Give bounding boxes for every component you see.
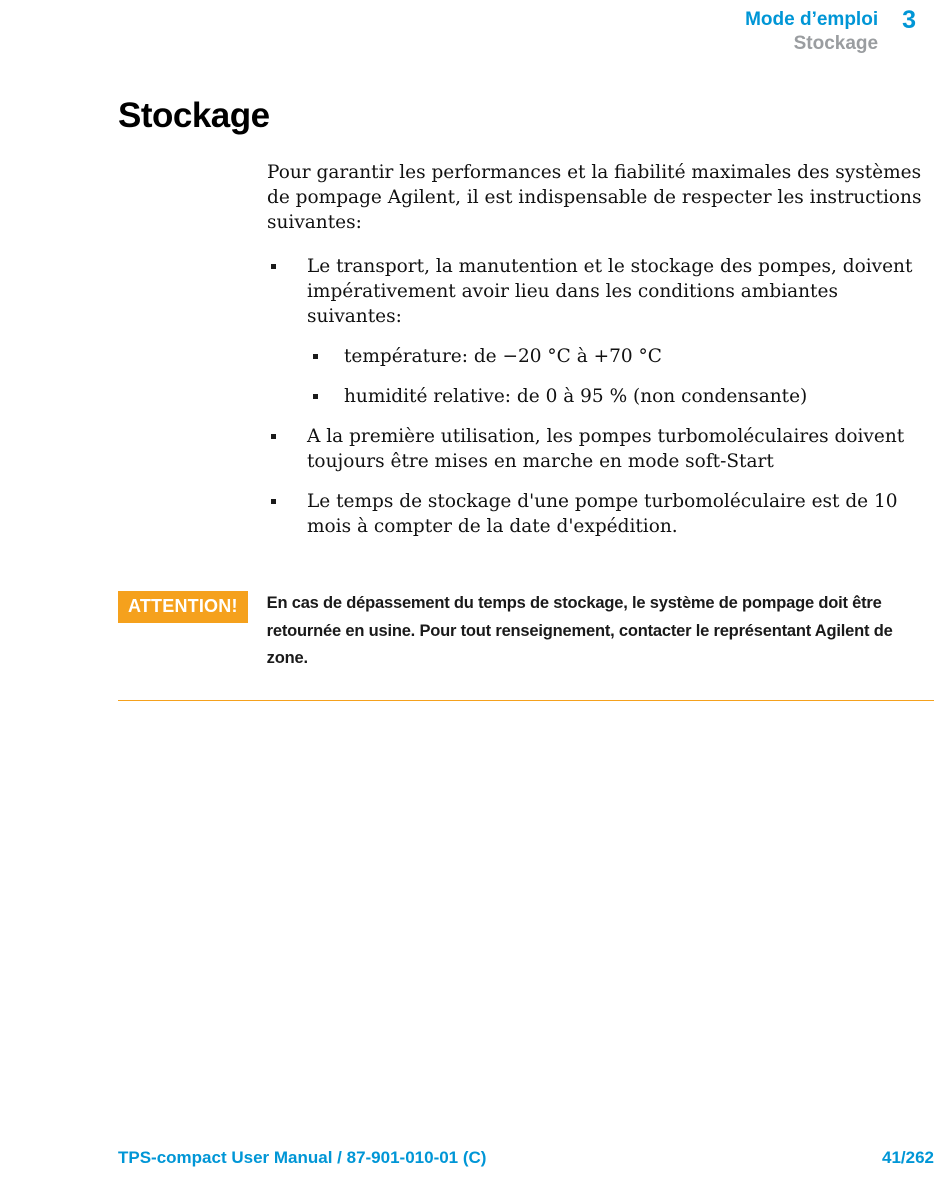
list-item-text: Le temps de stockage d'une pompe turbomoléculaire est de 10 mois à compter de la date d'expédition.	[307, 491, 898, 537]
page-header	[745, 8, 916, 56]
list-sub-item	[313, 384, 927, 409]
bullet-icon	[313, 394, 318, 399]
bullet-icon	[313, 354, 318, 359]
warning-block	[118, 590, 926, 673]
list-item	[267, 489, 927, 539]
list-item	[267, 254, 927, 329]
chapter-title: Mode d’emploi	[745, 9, 879, 30]
header-section-name: Stockage	[793, 33, 879, 54]
bullet-icon	[271, 264, 276, 269]
divider-rule	[118, 700, 934, 701]
page-title: Stockage	[118, 96, 270, 135]
intro-paragraph: Pour garantir les performances et la fiabilité maximales des systèmes de pompage Agilent, il est indispensable de respecter les instructions suivantes:	[267, 162, 922, 233]
chapter-number: 3	[902, 6, 916, 34]
footer-manual-title: TPS-compact User Manual / 87-901-010-01 (C)	[118, 1148, 487, 1167]
warning-text: En cas de dépassement du temps de stockage, le système de pompage doit être retournée en usine. Pour tout renseignement, contacter le représentant Agilent de zone.	[266, 594, 893, 667]
list-item-text: Le transport, la manutention et le stockage des pompes, doivent impérativement avoir lieu dans les conditions ambiantes suivantes:	[307, 256, 913, 327]
warning-label: ATTENTION!	[118, 591, 248, 623]
body-content	[267, 160, 927, 554]
list-sub-item	[313, 344, 927, 369]
header-titles	[745, 8, 878, 56]
bullet-icon	[271, 499, 276, 504]
list-item-text: A la première utilisation, les pompes turbomoléculaires doivent toujours être mises en marche en mode soft-Start	[307, 426, 905, 472]
page-footer	[118, 1148, 934, 1168]
bullet-icon	[271, 434, 276, 439]
list-item	[267, 424, 927, 474]
list-item-text: température: de −20 °C à +70 °C	[344, 346, 662, 367]
footer-page-number: 41/262	[882, 1148, 934, 1167]
list-item-text: humidité relative: de 0 à 95 % (non condensante)	[344, 386, 808, 407]
